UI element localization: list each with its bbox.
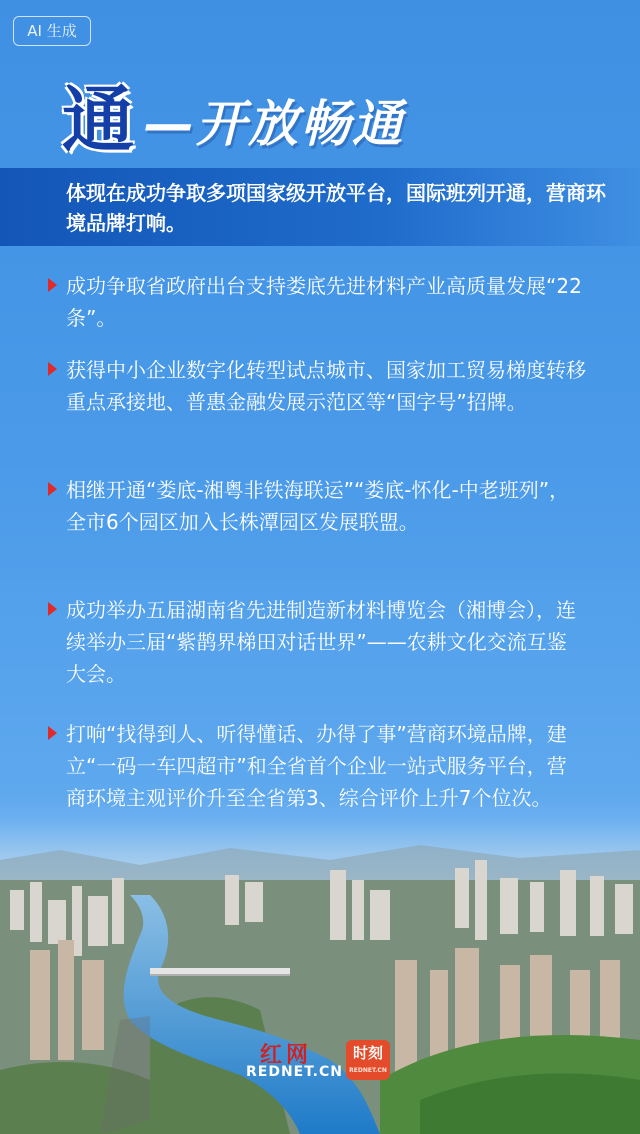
city-aerial-photo [0, 820, 640, 1134]
logo-en-text: REDNET.CN [349, 1067, 387, 1074]
logo-cn-text: 时刻 [352, 1044, 383, 1062]
bullet-text: 打响“找得到人、听得懂话、办得了事”营商环境品牌，建立“一码一车四超市”和全省首个企业一站式服务平台，营商环境主观评价升至全省第3、综合评价上升7个位次。 [66, 722, 567, 810]
bullet-text: 成功争取省政府出台支持娄底先进材料产业高质量发展“22条”。 [66, 274, 582, 330]
triangle-bullet-icon [48, 602, 57, 616]
title-first-char: 通 [62, 78, 135, 162]
rednet-en-label: REDNET.CN [246, 1064, 343, 1080]
triangle-bullet-icon [48, 482, 57, 496]
triangle-bullet-icon [48, 726, 57, 740]
bullet-text: 成功举办五届湖南省先进制造新材料博览会（湘博会），连续举办三届“紫鹊界梯田对话世界”——农耕文化交流互鉴大会。 [66, 598, 576, 686]
ai-generated-badge: AI 生成 [13, 16, 91, 46]
shike-logo-icon [346, 1040, 390, 1080]
bullet-text: 相继开通“娄底-湘粤非铁海联运”“娄底-怀化-中老班列”，全市6个园区加入长株潭园区发展联盟。 [66, 478, 570, 534]
rednet-watermark [246, 1038, 396, 1084]
triangle-bullet-icon [48, 362, 57, 376]
bullet-text: 获得中小企业数字化转型试点城市、国家加工贸易梯度转移重点承接地、普惠金融发展示范区等“国字号”招牌。 [66, 358, 586, 414]
title-rest: —开放畅通 [144, 95, 404, 153]
rednet-cn-label: 红网 [260, 1043, 313, 1068]
triangle-bullet-icon [48, 278, 57, 292]
subtitle-band [0, 168, 640, 246]
page-title [62, 80, 502, 160]
subtitle-text: 体现在成功争取多项国家级开放平台，国际班列开通，营商环境品牌打响。 [66, 181, 606, 235]
